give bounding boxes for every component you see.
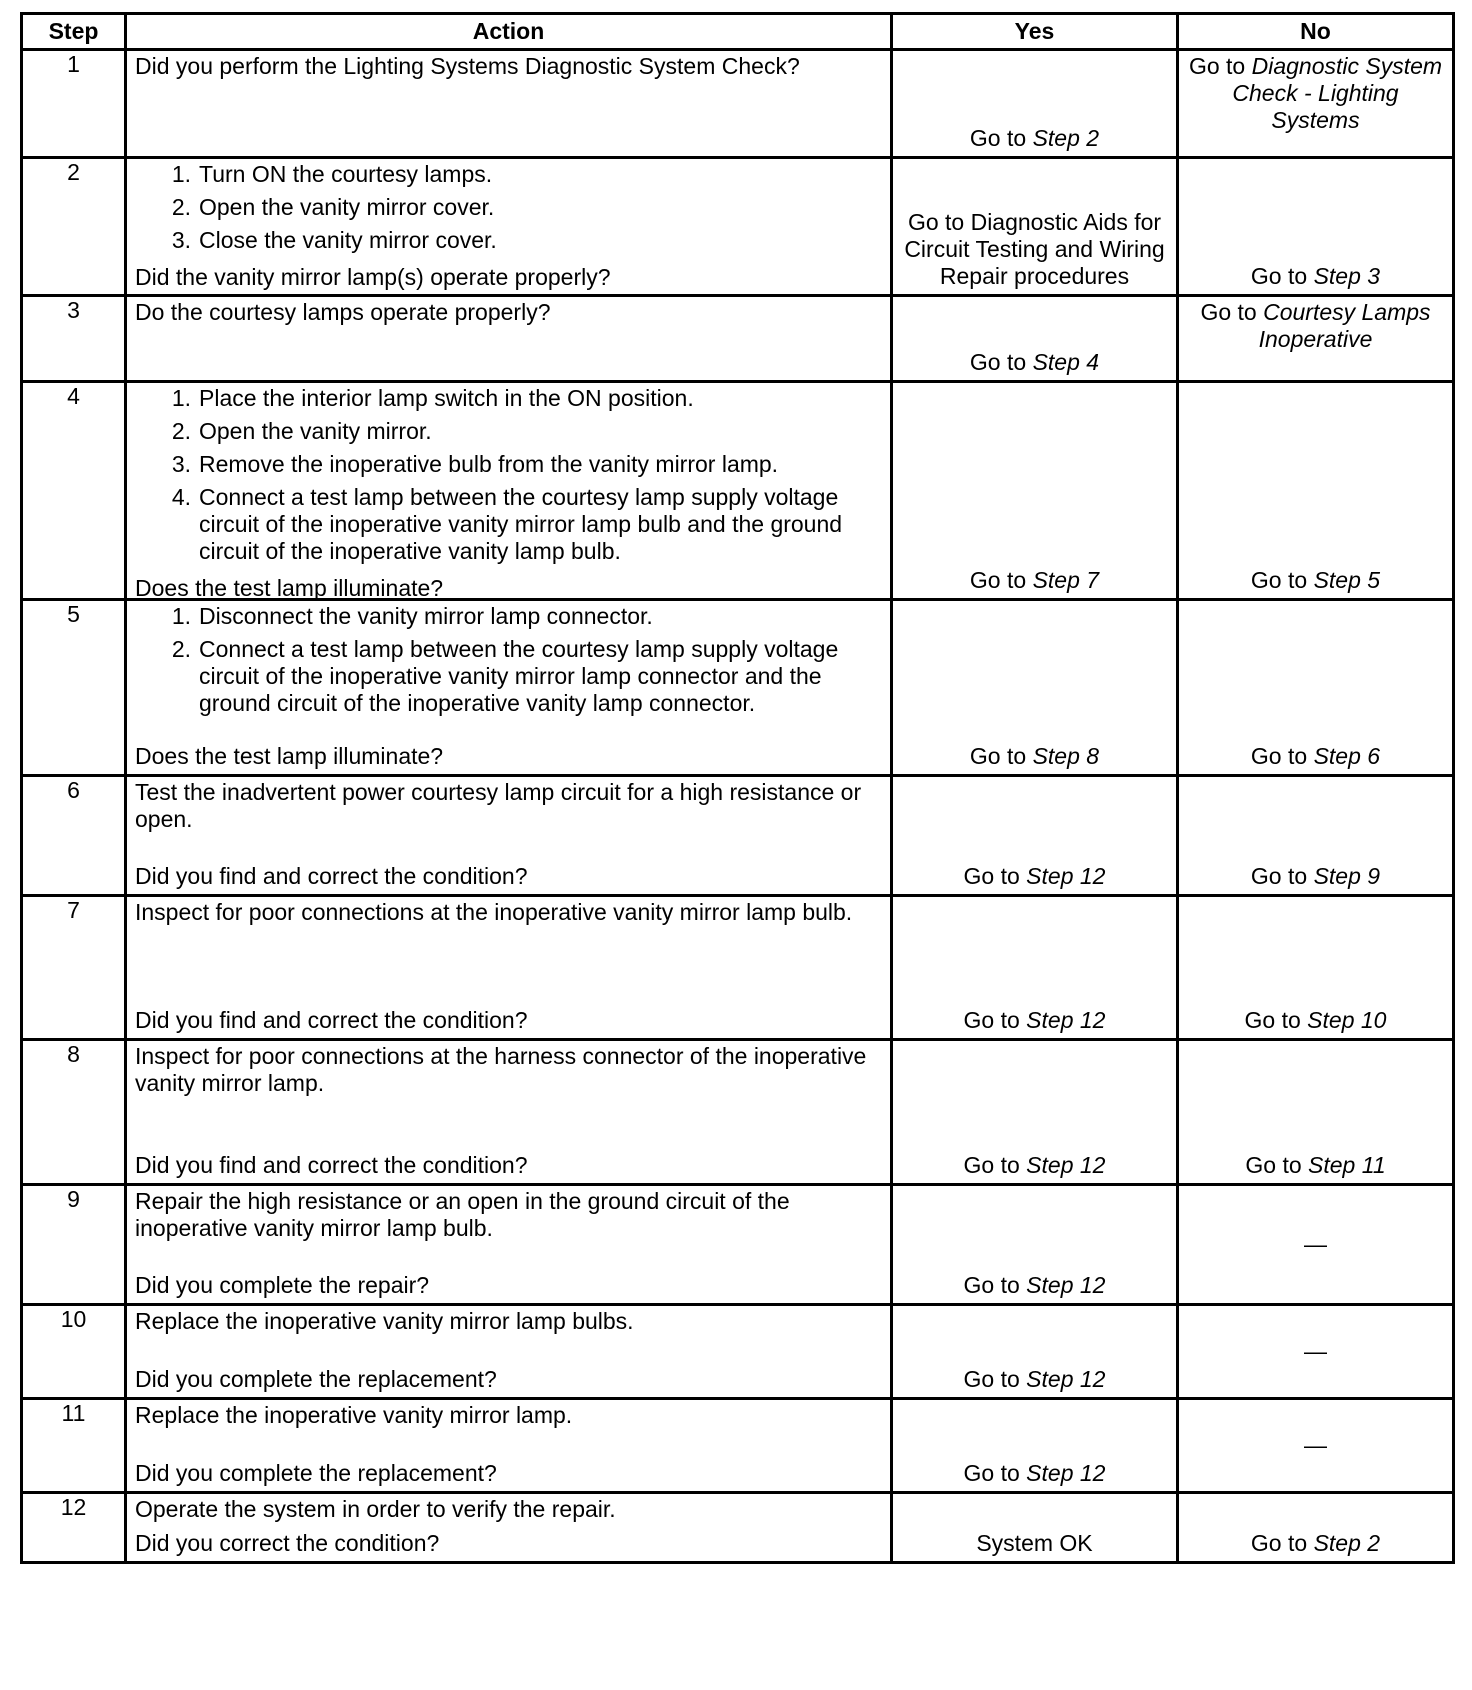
action-instruction: Do the courtesy lamps operate properly? <box>135 299 551 325</box>
no-result-target: Courtesy Lamps Inoperative <box>1258 299 1431 352</box>
yes-result-text: Go to <box>963 1272 1027 1298</box>
action-substeps <box>135 603 882 723</box>
table-row <box>22 1040 1454 1185</box>
action-substeps <box>135 161 882 260</box>
header-yes: Yes <box>892 14 1178 50</box>
substep-number: 2. <box>171 418 191 444</box>
step-number: 3 <box>22 296 126 382</box>
no-result-text: — <box>1304 1338 1327 1364</box>
substep-text: Connect a test lamp between the courtesy lamp supply voltage circuit of the inoperative vanity mirror lamp connector and the ground circuit of the inoperative vanity lamp connector. <box>199 636 839 716</box>
no-result-text: Go to <box>1250 1530 1314 1556</box>
substep-text: Turn ON the courtesy lamps. <box>199 161 493 187</box>
substep-number: 4. <box>171 484 191 510</box>
yes-result-text: Go to <box>969 125 1033 151</box>
action-cell <box>126 50 892 158</box>
table-header <box>22 14 1454 50</box>
yes-result-target: Step 8 <box>1032 743 1100 769</box>
substep-number: 1. <box>171 385 191 411</box>
step-number: 2 <box>22 158 126 296</box>
no-result-text: — <box>1304 1231 1327 1257</box>
yes-result-cell <box>892 776 1178 896</box>
yes-result-cell <box>892 158 1178 296</box>
action-cell <box>126 1493 892 1563</box>
table-row <box>22 776 1454 896</box>
no-result-text: Go to <box>1245 1152 1309 1178</box>
no-result-target: Step 5 <box>1313 567 1381 593</box>
action-substeps <box>135 385 882 571</box>
yes-result-cell <box>892 382 1178 600</box>
yes-result-target: Step 12 <box>1026 1007 1106 1033</box>
list-item <box>135 484 882 565</box>
yes-result-cell <box>892 600 1178 776</box>
yes-result-text: System OK <box>976 1530 1093 1556</box>
no-result-cell <box>1178 382 1454 600</box>
no-result-cell <box>1178 1399 1454 1493</box>
yes-result-text: Go to <box>963 1007 1027 1033</box>
action-question: Did you find and correct the condition? <box>135 1007 528 1033</box>
action-cell <box>126 296 892 382</box>
action-instruction: Inspect for poor connections at the harness connector of the inoperative vanity mirror lamp. <box>135 1043 867 1096</box>
table-row <box>22 896 1454 1040</box>
substep-number: 3. <box>171 451 191 477</box>
yes-result-text: Go to <box>969 567 1033 593</box>
substep-number: 3. <box>171 227 191 253</box>
no-result-cell <box>1178 50 1454 158</box>
yes-result-cell <box>892 1185 1178 1305</box>
yes-result-text: Go to <box>969 743 1033 769</box>
yes-result-cell <box>892 896 1178 1040</box>
action-instruction: Inspect for poor connections at the inoperative vanity mirror lamp bulb. <box>135 899 853 925</box>
substep-text: Disconnect the vanity mirror lamp connector. <box>199 603 653 629</box>
step-number: 5 <box>22 600 126 776</box>
action-question: Did you complete the replacement? <box>135 1366 497 1392</box>
list-item <box>135 636 882 717</box>
no-result-cell <box>1178 600 1454 776</box>
action-cell <box>126 1399 892 1493</box>
step-number: 8 <box>22 1040 126 1185</box>
action-question: Did you find and correct the condition? <box>135 1152 528 1178</box>
action-cell <box>126 1040 892 1185</box>
substep-text: Remove the inoperative bulb from the vanity mirror lamp. <box>199 451 779 477</box>
no-result-text: Go to <box>1188 53 1252 79</box>
table-row <box>22 1399 1454 1493</box>
yes-result-text: Go to <box>963 1152 1027 1178</box>
action-instruction: Operate the system in order to verify the repair. <box>135 1496 616 1522</box>
yes-result-text: Go to <box>963 1460 1027 1486</box>
yes-result-cell <box>892 1040 1178 1185</box>
substep-text: Connect a test lamp between the courtesy lamp supply voltage circuit of the inoperative vanity mirror lamp bulb and the ground circuit of the inoperative vanity lamp bulb. <box>199 484 843 564</box>
yes-result-target: Step 12 <box>1026 1460 1106 1486</box>
no-result-target: Step 9 <box>1313 863 1381 889</box>
step-number: 11 <box>22 1399 126 1493</box>
table-row <box>22 296 1454 382</box>
action-question: Did you complete the repair? <box>135 1272 430 1298</box>
action-cell <box>126 158 892 296</box>
yes-result-target: Step 12 <box>1026 1152 1106 1178</box>
list-item <box>135 418 882 445</box>
action-question: Does the test lamp illuminate? <box>135 575 444 601</box>
yes-result-cell <box>892 1493 1178 1563</box>
yes-result-cell <box>892 296 1178 382</box>
step-number: 1 <box>22 50 126 158</box>
yes-result-target: Step 12 <box>1026 1272 1106 1298</box>
table-row <box>22 158 1454 296</box>
yes-result-cell <box>892 1305 1178 1399</box>
no-result-text: Go to <box>1200 299 1264 325</box>
action-cell <box>126 1185 892 1305</box>
no-result-target: Step 6 <box>1313 743 1381 769</box>
yes-result-target: Step 12 <box>1026 863 1106 889</box>
substep-text: Close the vanity mirror cover. <box>199 227 497 253</box>
no-result-target: Step 10 <box>1307 1007 1387 1033</box>
action-question: Did the vanity mirror lamp(s) operate properly? <box>135 264 611 290</box>
step-number: 4 <box>22 382 126 600</box>
yes-result-target: Step 7 <box>1032 567 1100 593</box>
table-row <box>22 50 1454 158</box>
header-action: Action <box>126 14 892 50</box>
substep-number: 2. <box>171 194 191 220</box>
action-cell <box>126 1305 892 1399</box>
no-result-cell <box>1178 296 1454 382</box>
no-result-text: Go to <box>1250 863 1314 889</box>
yes-result-text: Go to <box>963 1366 1027 1392</box>
substep-number: 1. <box>171 603 191 629</box>
yes-result-cell <box>892 50 1178 158</box>
table-row <box>22 1185 1454 1305</box>
step-number: 6 <box>22 776 126 896</box>
no-result-cell <box>1178 896 1454 1040</box>
header-step: Step <box>22 14 126 50</box>
step-number: 7 <box>22 896 126 1040</box>
substep-number: 1. <box>171 161 191 187</box>
step-number: 10 <box>22 1305 126 1399</box>
no-result-cell <box>1178 1040 1454 1185</box>
action-instruction: Repair the high resistance or an open in the ground circuit of the inoperative vanity mirror lamp bulb. <box>135 1188 790 1241</box>
table-row <box>22 382 1454 600</box>
list-item <box>135 385 882 412</box>
list-item <box>135 194 882 221</box>
substep-text: Open the vanity mirror cover. <box>199 194 495 220</box>
no-result-target: Step 2 <box>1313 1530 1381 1556</box>
no-result-text: Go to <box>1250 743 1314 769</box>
no-result-text: Go to <box>1244 1007 1308 1033</box>
substep-text: Open the vanity mirror. <box>199 418 432 444</box>
action-instruction: Test the inadvertent power courtesy lamp circuit for a high resistance or open. <box>135 779 862 832</box>
no-result-target: Step 11 <box>1308 1152 1386 1178</box>
action-question: Does the test lamp illuminate? <box>135 743 444 769</box>
no-result-cell <box>1178 1493 1454 1563</box>
no-result-target: Step 3 <box>1313 263 1381 289</box>
table-body <box>22 50 1454 1563</box>
step-number: 12 <box>22 1493 126 1563</box>
no-result-cell <box>1178 1185 1454 1305</box>
list-item <box>135 161 882 188</box>
action-instruction: Replace the inoperative vanity mirror lamp. <box>135 1402 573 1428</box>
yes-result-target: Step 2 <box>1032 125 1100 151</box>
header-no: No <box>1178 14 1454 50</box>
no-result-cell <box>1178 1305 1454 1399</box>
action-instruction: Did you perform the Lighting Systems Diagnostic System Check? <box>135 53 800 79</box>
yes-result-target: Step 4 <box>1032 349 1100 375</box>
action-cell <box>126 776 892 896</box>
list-item <box>135 603 882 630</box>
table-row <box>22 1305 1454 1399</box>
no-result-text: Go to <box>1250 567 1314 593</box>
substep-number: 2. <box>171 636 191 662</box>
action-question: Did you complete the replacement? <box>135 1460 497 1486</box>
no-result-cell <box>1178 776 1454 896</box>
action-cell <box>126 600 892 776</box>
list-item <box>135 227 882 254</box>
action-instruction: Replace the inoperative vanity mirror lamp bulbs. <box>135 1308 634 1334</box>
yes-result-target: Step 12 <box>1026 1366 1106 1392</box>
action-question: Did you correct the condition? <box>135 1530 440 1556</box>
yes-result-text: Go to <box>969 349 1033 375</box>
action-cell <box>126 896 892 1040</box>
no-result-cell <box>1178 158 1454 296</box>
action-question: Did you find and correct the condition? <box>135 863 528 889</box>
table-row <box>22 1493 1454 1563</box>
header-row <box>22 14 1454 50</box>
action-cell <box>126 382 892 600</box>
step-number: 9 <box>22 1185 126 1305</box>
substep-text: Place the interior lamp switch in the ON position. <box>199 385 694 411</box>
yes-result-text: Go to <box>963 863 1027 889</box>
yes-result-text: Go to Diagnostic Aids for Circuit Testing and Wiring Repair procedures <box>904 209 1165 289</box>
no-result-target: Diagnostic System Check - Lighting Systems <box>1232 53 1443 133</box>
list-item <box>135 451 882 478</box>
diagnostic-table <box>20 12 1455 1564</box>
no-result-text: Go to <box>1250 263 1314 289</box>
table-row <box>22 600 1454 776</box>
no-result-text: — <box>1304 1432 1327 1458</box>
yes-result-cell <box>892 1399 1178 1493</box>
